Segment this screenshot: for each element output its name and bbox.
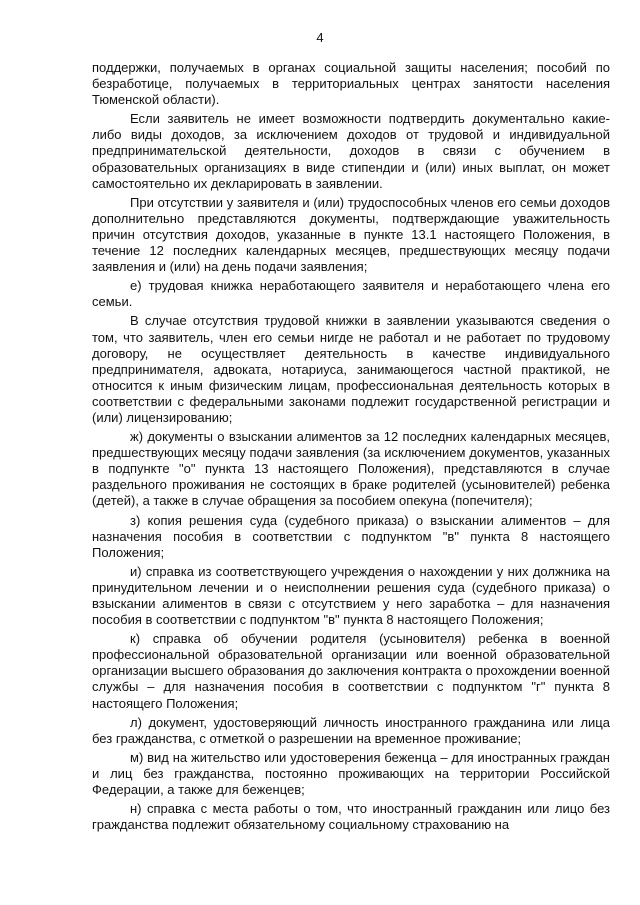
paragraph-item-i: и) справка из соответствующего учреждения о нахождении у них должника на принудительном лечении и о неисполнении решения суда (судебного приказа) о взыскании алиментов в связи с отсутствием у него заработка – для назначения пособия в соответствии с подпунктом "в" пункта 8 настоящего Положения; [92,563,610,628]
paragraph-item-z: з) копия решения суда (судебного приказа) о взыскании алиментов – для назначения пособия в соответствии с подпунктом "в" пункта 8 настоящего Положения; [92,512,610,560]
paragraph-self-declaration: Если заявитель не имеет возможности подтвердить документально какие-либо виды доходов, за исключением доходов от трудовой и индивидуальной предпринимательской деятельности, доходов в связи с обучением в образовательных организациях в виде стипендии и (или) иных выплат, он может самостоятельно их декларировать в заявлении. [92,111,610,191]
paragraph-item-l: л) документ, удостоверяющий личность иностранного гражданина или лица без гражданства, с отметкой о разрешении на временное проживание; [92,714,610,746]
paragraph-item-n: н) справка с места работы о том, что иностранный гражданин или лицо без гражданства подлежит обязательному социальному страхованию на [92,801,610,833]
paragraph-no-employment-record: В случае отсутствия трудовой книжки в заявлении указываются сведения о том, что заявитель, член его семьи нигде не работал и не работает по трудовому договору, не осуществляет деятельность в качестве индивидуального предпринимателя, адвоката, нотариуса, занимающегося частной практикой, не относится к иным физическим лицам, профессиональная деятельность которых в соответствии с федеральными законами подлежит государственной регистрации и (или) лицензированию; [92,313,610,425]
document-body [92,60,610,836]
paragraph-item-zh: ж) документы о взыскании алиментов за 12 последних календарных месяцев, предшествующих месяцу подачи заявления (за исключением документов, указанных в подпункте "о" пункта 13 настоящего Положения), представляются в случае раздельного проживания не состоящих в браке родителей (усыновителей) ребенка (детей), а также в случае обращения за пособием опекуна (попечителя); [92,429,610,509]
page-number: 4 [316,30,324,45]
paragraph-item-k: к) справка об обучении родителя (усыновителя) ребенка в военной профессиональной образовательной организации или военной образовательной организации высшего образования до заключения контракта о прохождении военной службы – для назначения пособия в соответствии с подпунктом "г" пункта 8 настоящего Положения; [92,631,610,711]
paragraph-item-m: м) вид на жительство или удостоверения беженца – для иностранных граждан и лиц без гражданства, постоянно проживающих на территории Российской Федерации, а также для беженцев; [92,749,610,798]
paragraph-item-e: е) трудовая книжка неработающего заявителя и неработающего члена его семьи. [92,278,610,310]
paragraph-absence-of-income: При отсутствии у заявителя и (или) трудоспособных членов его семьи доходов дополнительно представляются документы, подтверждающие уважительность причин отсутствия доходов, указанные в пункте 13.1 настоящего Положения, в течение 12 последних календарных месяцев, предшествующих месяцу подачи заявления и (или) на день подачи заявления; [92,194,610,275]
paragraph-continuation: поддержки, получаемых в органах социальной защиты населения; пособий по безработице, получаемых в территориальных центрах занятости населения Тюменской области). [92,60,610,108]
